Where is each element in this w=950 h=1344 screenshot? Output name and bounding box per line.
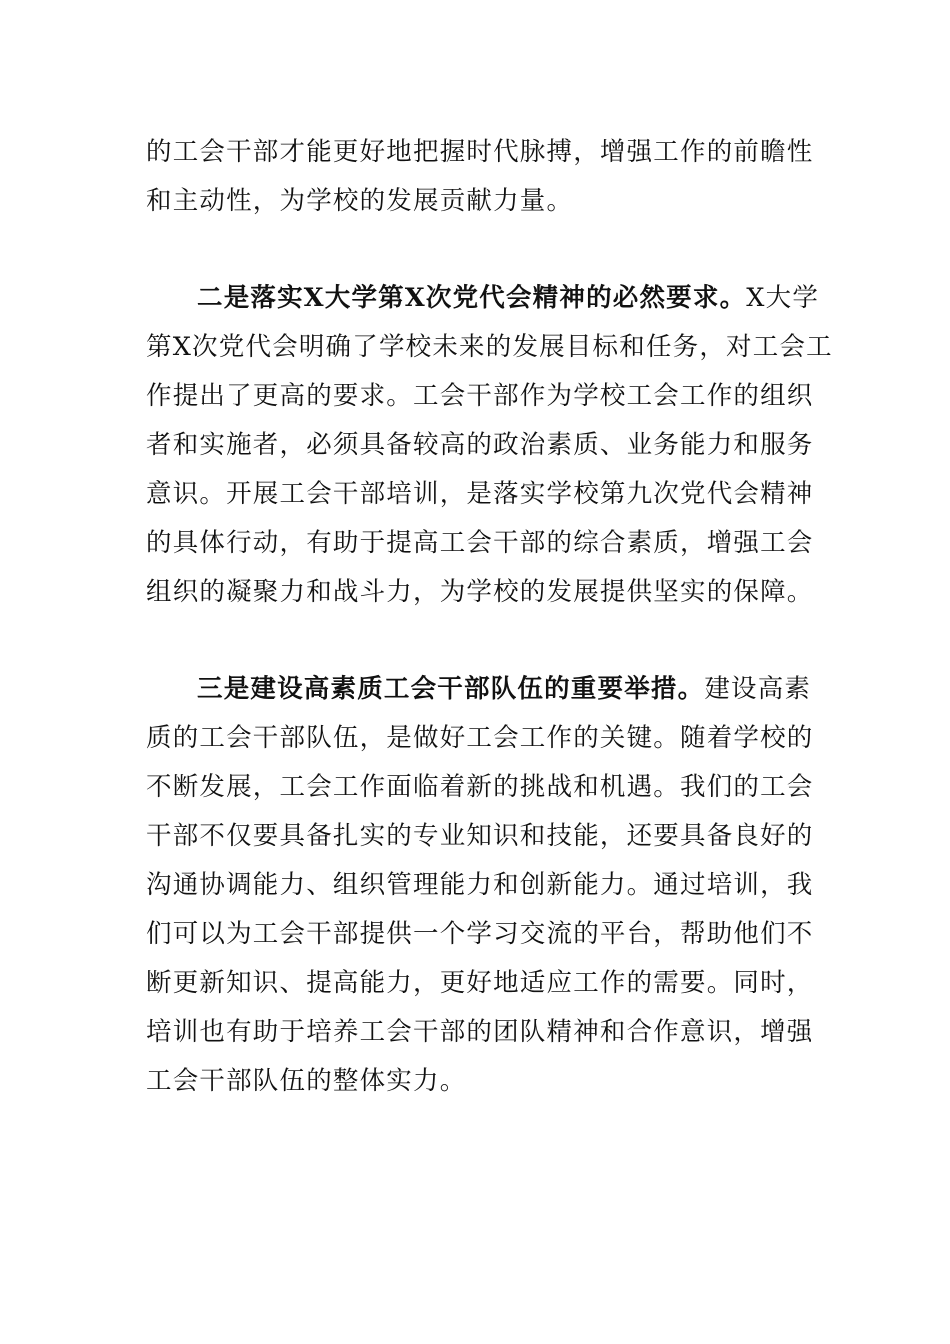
paragraph-heading: 二是落实X大学第X次党代会精神的必然要求。 — [197, 283, 747, 313]
paragraph-line: 干部不仅要具备扎实的专业知识和技能，还要具备良好的 — [146, 821, 814, 851]
paragraph-line: 质的工会干部队伍，是做好工会工作的关键。随着学校的 — [146, 723, 814, 753]
paragraph-1 — [146, 128, 814, 226]
paragraph-first-line — [146, 274, 820, 323]
paragraph-heading: 三是建设高素质工会干部队伍的重要举措。 — [197, 674, 705, 704]
paragraph-line: 们可以为工会干部提供一个学习交流的平台，帮助他们不 — [146, 919, 814, 949]
paragraph-text: 建设高素 — [704, 674, 812, 704]
paragraph-3 — [146, 665, 814, 1106]
paragraph-spacer — [146, 617, 810, 665]
paragraph-line: 的工会干部才能更好地把握时代脉搏，增强工作的前瞻性 — [146, 137, 814, 167]
paragraph-text: X大学 — [746, 283, 820, 313]
paragraph-line: 和主动性，为学校的发展贡献力量。 — [146, 186, 574, 216]
paragraph-line: 作提出了更高的要求。工会干部作为学校工会工作的组织 — [146, 381, 814, 411]
paragraph-line: 培训也有助于培养工会干部的团队精神和合作意识，增强 — [146, 1017, 814, 1047]
paragraph-line: 组织的凝聚力和战斗力，为学校的发展提供坚实的保障。 — [146, 577, 814, 607]
paragraph-line: 的具体行动，有助于提高工会干部的综合素质，增强工会 — [146, 528, 814, 558]
paragraph-line: 断更新知识、提高能力，更好地适应工作的需要。同时， — [146, 968, 814, 998]
paragraph-2 — [146, 274, 833, 617]
paragraph-line: 意识。开展工会干部培训，是落实学校第九次党代会精神 — [146, 479, 814, 509]
paragraph-line: 沟通协调能力、组织管理能力和创新能力。通过培训，我 — [146, 870, 814, 900]
paragraph-first-line — [146, 665, 810, 714]
paragraph-line: 不断发展，工会工作面临着新的挑战和机遇。我们的工会 — [146, 772, 814, 802]
paragraph-line: 工会干部队伍的整体实力。 — [146, 1066, 467, 1096]
document-page — [146, 128, 833, 1106]
paragraph-line: 第X次党代会明确了学校未来的发展目标和任务，对工会工 — [146, 332, 833, 362]
paragraph-line: 者和实施者，必须具备较高的政治素质、业务能力和服务 — [146, 430, 814, 460]
paragraph-spacer — [146, 226, 810, 274]
